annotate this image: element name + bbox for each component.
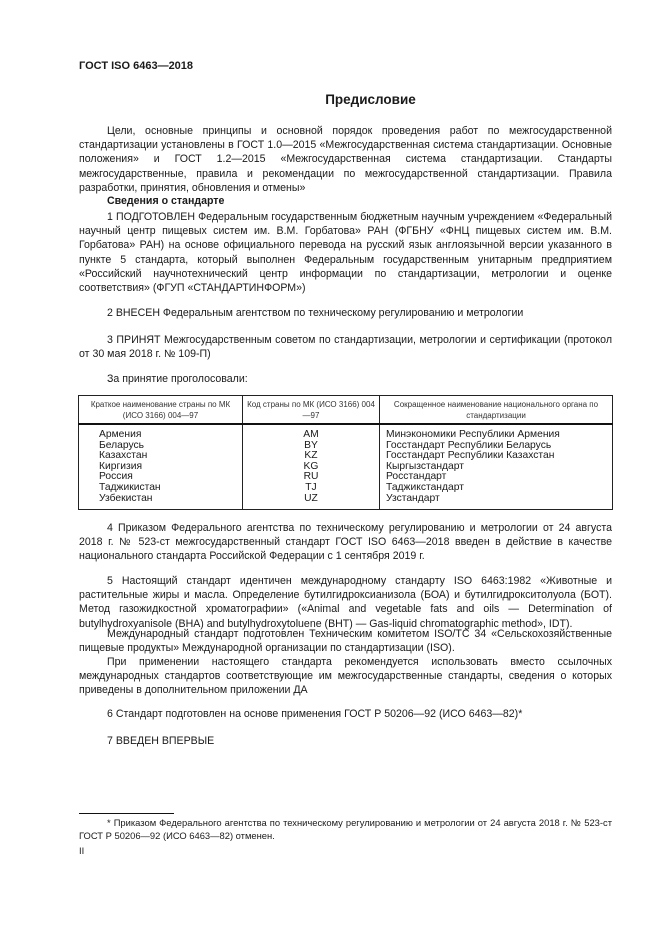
country-cell: Узбекистан	[79, 494, 243, 510]
table-header-row	[79, 396, 613, 425]
document-id: ГОСТ ISO 6463—2018	[79, 60, 194, 72]
authority-cell: Госстандарт Республики Казахстан	[380, 451, 613, 462]
authority-cell: Минэкономики Республики Армения	[380, 424, 613, 441]
footnote: * Приказом Федерального агентства по техническому регулированию и метрологии от 24 августа 2018 г. № 523-ст ГОСТ Р 50206—92 (ИСО 6463—82) отменен.	[79, 817, 612, 841]
code-cell: RU	[243, 472, 380, 483]
item-1-paragraph: 1 ПОДГОТОВЛЕН Федеральным государственным бюджетным научным учреждением «Федеральный научный центр пищевых систем им. В.М. Горбатова» РАН (ФГБНУ «ФНЦ пищевых систем им. В.М. Горбатова» РАН) на основе официального перевода на русский язык англоязычной версии указанного в пункте 5 стандарта, который выполнен Федеральным государственным унитарным предприятием «Российский научнотехнический центр информации по стандартизации, метрологии и оценке соответствия» (ФГУП «СТАНДАРТИНФОРМ»)	[79, 211, 612, 295]
code-cell: AM	[243, 424, 380, 441]
table-row	[79, 424, 613, 441]
item-5-paragraph: 5 Настоящий стандарт идентичен международному стандарту ISO 6463:1982 «Животные и растительные жиры и масла. Определение бутилгидроксианизола (БОА) и бутилгидрокситолуола (БОТ). Метод газожидкостной хроматографии» («Animal and vegetable fats and oils — Determination of butylhydroxyanisole (BHA) and butylhydroxytoluene (BHT) — Gas-liquid chromatographic method», IDT).	[79, 575, 612, 630]
country-cell: Таджикистан	[79, 483, 243, 494]
country-cell: Армения	[79, 424, 243, 441]
country-cell: Беларусь	[79, 441, 243, 452]
item-5-usage-paragraph: При применении настоящего стандарта рекомендуется использовать вместо ссылочных международных стандартов соответствующие им межгосударственные стандарты, сведения о которых приведены в дополнительном приложении ДА	[79, 656, 612, 697]
voted-label: За принятие проголосовали:	[107, 373, 248, 385]
country-cell: Казахстан	[79, 451, 243, 462]
section-heading: Сведения о стандарте	[107, 195, 225, 207]
item-3-paragraph: 3 ПРИНЯТ Межгосударственным советом по стандартизации, метрологии и сертификации (протокол от 30 мая 2018 г. № 109-П)	[79, 334, 612, 361]
authority-cell: Росстандарт	[380, 472, 613, 483]
voting-table	[78, 395, 613, 510]
table-row	[79, 494, 613, 510]
table-row	[79, 451, 613, 462]
item-2-paragraph: 2 ВНЕСЕН Федеральным агентством по техническому регулированию и метрологии	[107, 307, 524, 319]
code-cell: BY	[243, 441, 380, 452]
country-cell: Россия	[79, 472, 243, 483]
authority-cell: Узстандарт	[380, 494, 613, 510]
authority-cell: Кыргызстандарт	[380, 462, 613, 473]
item-7-paragraph: 7 ВВЕДЕН ВПЕРВЫЕ	[107, 735, 215, 747]
column-header-authority: Сокращенное наименование национального органа по стандартизации	[380, 396, 613, 425]
code-cell: UZ	[243, 494, 380, 510]
page-number: II	[79, 845, 85, 856]
authority-cell: Госстандарт Республики Беларусь	[380, 441, 613, 452]
table-row	[79, 483, 613, 494]
code-cell: TJ	[243, 483, 380, 494]
item-5-committee-paragraph: Международный стандарт подготовлен Техническим комитетом ISO/TC 34 «Сельскохозяйственные пищевые продукты» Международной организации по стандартизации (ISO).	[79, 628, 612, 655]
footnote-separator	[79, 813, 174, 814]
table-row	[79, 462, 613, 473]
country-cell: Киргизия	[79, 462, 243, 473]
column-header-country: Краткое наименование страны по МК (ИСО 3166) 004—97	[79, 396, 243, 425]
authority-cell: Таджикстандарт	[380, 483, 613, 494]
intro-paragraph: Цели, основные принципы и основной порядок проведения работ по межгосударственной стандартизации установлены в ГОСТ 1.0—2015 «Межгосударственная система стандартизации. Основные положения» и ГОСТ 1.2—2015 «Межгосударственная система стандартизации. Стандарты межгосударственные, правила и рекомендации по межгосударственной стандартизации. Правила разработки, принятия, обновления и отмены»	[79, 125, 612, 194]
page-title: Предисловие	[325, 92, 416, 107]
code-cell: KZ	[243, 451, 380, 462]
code-cell: KG	[243, 462, 380, 473]
item-4-paragraph: 4 Приказом Федерального агентства по техническому регулированию и метрологии от 24 августа 2018 г. № 523-ст межгосударственный стандарт ГОСТ ISO 6463—2018 введен в действие в качестве национального стандарта Российской Федерации с 1 сентября 2019 г.	[79, 522, 612, 563]
column-header-code: Код страны по МК (ИСО 3166) 004—97	[243, 396, 380, 425]
item-6-paragraph: 6 Стандарт подготовлен на основе применения ГОСТ Р 50206—92 (ИСО 6463—82)*	[107, 708, 523, 720]
